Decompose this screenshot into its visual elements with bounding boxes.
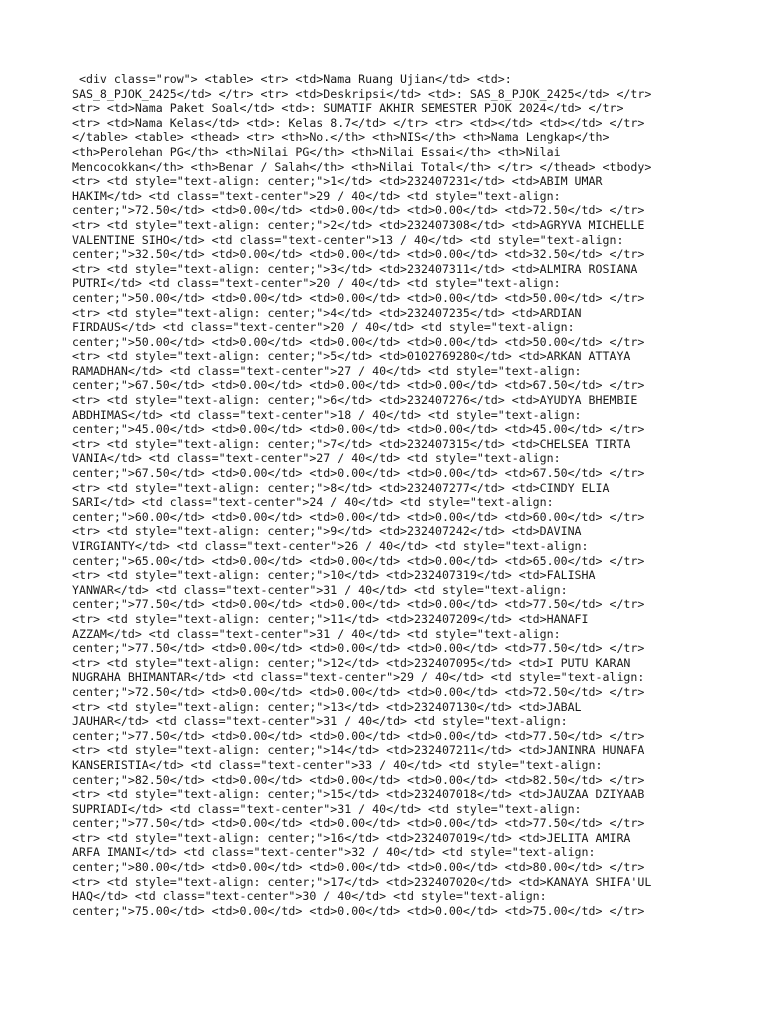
text-line: JAUHAR</td> <td class="text-center">31 / 40</td> <td style="text-align: — [72, 714, 568, 729]
text-line: <tr> <td style="text-align: center;">4</td> <td>232407235</td> <td>ARDIAN — [72, 305, 582, 320]
text-line: center;">60.00</td> <td>0.00</td> <td>0.00</td> <td>0.00</td> <td>60.00</td> </tr> — [72, 509, 645, 524]
text-line: <tr> <td style="text-align: center;">10</td> <td>232407319</td> <td>FALISHA — [72, 568, 596, 583]
text-line: <tr> <td style="text-align: center;">17</td> <td>232407020</td> <td>KANAYA SHIFA'UL — [72, 874, 652, 889]
text-line: HAQ</td> <td class="text-center">30 / 40</td> <td style="text-align: — [72, 889, 547, 904]
text-line: <tr> <td style="text-align: center;">12</td> <td>232407095</td> <td>I PUTU KARAN — [72, 655, 631, 670]
text-line: center;">77.50</td> <td>0.00</td> <td>0.00</td> <td>0.00</td> <td>77.50</td> </tr> — [72, 728, 645, 743]
text-line: <tr> <td style="text-align: center;">1</td> <td>232407231</td> <td>ABIM UMAR — [72, 174, 603, 189]
text-line: <tr> <td style="text-align: center;">15</td> <td>232407018</td> <td>JAUZAA DZIYAAB — [72, 787, 645, 802]
text-line: <tr> <td style="text-align: center;">5</td> <td>0102769280</td> <td>ARKAN ATTAYA — [72, 349, 631, 364]
text-line: <tr> <td style="text-align: center;">7</td> <td>232407315</td> <td>CHELSEA TIRTA — [72, 436, 631, 451]
text-line: AZZAM</td> <td class="text-center">31 / 40</td> <td style="text-align: — [72, 626, 561, 641]
text-line: center;">67.50</td> <td>0.00</td> <td>0.00</td> <td>0.00</td> <td>67.50</td> </tr> — [72, 378, 645, 393]
text-line: ABDHIMAS</td> <td class="text-center">18 / 40</td> <td style="text-align: — [72, 407, 582, 422]
text-line: center;">75.00</td> <td>0.00</td> <td>0.00</td> <td>0.00</td> <td>75.00</td> </tr> — [72, 903, 645, 918]
document-page — [72, 72, 702, 918]
text-line: center;">72.50</td> <td>0.00</td> <td>0.00</td> <td>0.00</td> <td>72.50</td> </tr> — [72, 203, 645, 218]
text-line: <tr> <td style="text-align: center;">2</td> <td>232407308</td> <td>AGRYVA MICHELLE — [72, 217, 645, 232]
text-line: center;">80.00</td> <td>0.00</td> <td>0.00</td> <td>0.00</td> <td>80.00</td> </tr> — [72, 860, 645, 875]
text-line: center;">50.00</td> <td>0.00</td> <td>0.00</td> <td>0.00</td> <td>50.00</td> </tr> — [72, 334, 645, 349]
text-line: center;">32.50</td> <td>0.00</td> <td>0.00</td> <td>0.00</td> <td>32.50</td> </tr> — [72, 247, 645, 262]
text-line: center;">65.00</td> <td>0.00</td> <td>0.00</td> <td>0.00</td> <td>65.00</td> </tr> — [72, 553, 645, 568]
text-line: center;">72.50</td> <td>0.00</td> <td>0.00</td> <td>0.00</td> <td>72.50</td> </tr> — [72, 684, 645, 699]
text-line: </table> <table> <thead> <tr> <th>No.</th> <th>NIS</th> <th>Nama Lengkap</th> — [72, 130, 610, 145]
text-line: PUTRI</td> <td class="text-center">20 / 40</td> <td style="text-align: — [72, 276, 561, 291]
text-line: <tr> <td style="text-align: center;">13</td> <td>232407130</td> <td>JABAL — [72, 699, 582, 714]
text-line: VANIA</td> <td class="text-center">27 / 40</td> <td style="text-align: — [72, 451, 561, 466]
text-line: <tr> <td style="text-align: center;">8</td> <td>232407277</td> <td>CINDY ELIA — [72, 480, 610, 495]
text-line: <tr> <td style="text-align: center;">9</td> <td>232407242</td> <td>DAVINA — [72, 524, 582, 539]
text-line: KANSERISTIA</td> <td class="text-center">33 / 40</td> <td style="text-align: — [72, 757, 603, 772]
text-line: YANWAR</td> <td class="text-center">31 / 40</td> <td style="text-align: — [72, 582, 568, 597]
text-line: <th>Perolehan PG</th> <th>Nilai PG</th> <th>Nilai Essai</th> <th>Nilai — [72, 144, 561, 159]
text-line: center;">67.50</td> <td>0.00</td> <td>0.00</td> <td>0.00</td> <td>67.50</td> </tr> — [72, 466, 645, 481]
text-line: center;">82.50</td> <td>0.00</td> <td>0.00</td> <td>0.00</td> <td>82.50</td> </tr> — [72, 772, 645, 787]
text-line: ARFA IMANI</td> <td class="text-center">32 / 40</td> <td style="text-align: — [72, 845, 596, 860]
text-line: <tr> <td style="text-align: center;">16</td> <td>232407019</td> <td>JELITA AMIRA — [72, 830, 631, 845]
text-line: FIRDAUS</td> <td class="text-center">20 / 40</td> <td style="text-align: — [72, 320, 575, 335]
text-line: NUGRAHA BHIMANTAR</td> <td class="text-center">29 / 40</td> <td style="text-align: — [72, 670, 645, 685]
text-line: center;">77.50</td> <td>0.00</td> <td>0.00</td> <td>0.00</td> <td>77.50</td> </tr> — [72, 816, 645, 831]
text-line: <tr> <td>Nama Paket Soal</td> <td>: SUMATIF AKHIR SEMESTER PJOK 2024</td> </tr> — [72, 101, 624, 116]
text-line: <tr> <td>Nama Kelas</td> <td>: Kelas 8.7</td> </tr> <tr> <td></td> <td></td> </tr> — [72, 115, 645, 130]
text-line: center;">77.50</td> <td>0.00</td> <td>0.00</td> <td>0.00</td> <td>77.50</td> </tr> — [72, 641, 645, 656]
text-line: VIRGIANTY</td> <td class="text-center">26 / 40</td> <td style="text-align: — [72, 539, 589, 553]
text-line: <tr> <td style="text-align: center;">6</td> <td>232407276</td> <td>AYUDYA BHEMBIE — [72, 393, 638, 408]
text-line: Mencocokkan</th> <th>Benar / Salah</th> <th>Nilai Total</th> </tr> </thead> <tbody> — [72, 159, 652, 174]
text-line: RAMADHAN</td> <td class="text-center">27 / 40</td> <td style="text-align: — [72, 363, 582, 378]
text-line: SARI</td> <td class="text-center">24 / 40</td> <td style="text-align: — [72, 495, 554, 510]
text-line: <div class="row"> <table> <tr> <td>Nama Ruang Ujian</td> <td>: — [72, 72, 512, 86]
text-line: SUPRIADI</td> <td class="text-center">31 / 40</td> <td style="text-align: — [72, 801, 582, 816]
text-line: HAKIM</td> <td class="text-center">29 / 40</td> <td style="text-align: — [72, 188, 561, 203]
text-line: <tr> <td style="text-align: center;">11</td> <td>232407209</td> <td>HANAFI — [72, 611, 589, 626]
text-line: center;">77.50</td> <td>0.00</td> <td>0.00</td> <td>0.00</td> <td>77.50</td> </tr> — [72, 597, 645, 612]
text-line: <tr> <td style="text-align: center;">3</td> <td>232407311</td> <td>ALMIRA ROSIANA — [72, 261, 638, 276]
text-line: VALENTINE SIHO</td> <td class="text-center">13 / 40</td> <td style="text-align: — [72, 232, 624, 247]
text-line: center;">50.00</td> <td>0.00</td> <td>0.00</td> <td>0.00</td> <td>50.00</td> </tr> — [72, 290, 645, 305]
text-line: SAS_8_PJOK_2425</td> </tr> <tr> <td>Deskripsi</td> <td>: SAS_8_PJOK_2425</td> </tr> — [72, 86, 652, 101]
text-line: center;">45.00</td> <td>0.00</td> <td>0.00</td> <td>0.00</td> <td>45.00</td> </tr> — [72, 422, 645, 437]
text-line: <tr> <td style="text-align: center;">14</td> <td>232407211</td> <td>JANINRA HUNAFA — [72, 743, 645, 758]
